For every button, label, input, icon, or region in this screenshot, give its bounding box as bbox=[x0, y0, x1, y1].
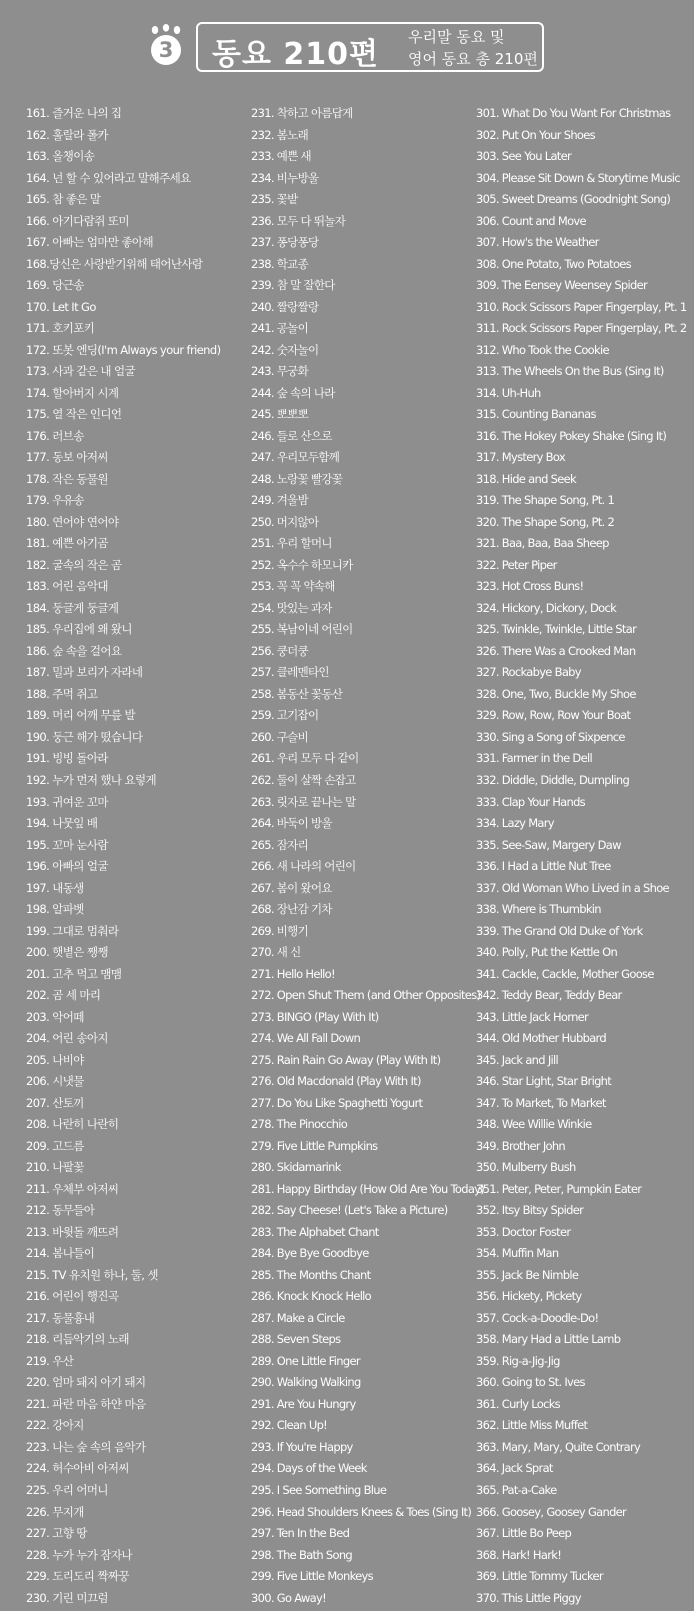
song-item: 162. 훌랄라 폴카 bbox=[26, 127, 108, 142]
song-item: 318. Hide and Seek bbox=[476, 471, 576, 486]
song-item: 365. Pat-a-Cake bbox=[476, 1483, 557, 1497]
subtitle-line-2: 영어 동요 총 210편 bbox=[408, 50, 538, 68]
song-item: 330. Sing a Song of Sixpence bbox=[476, 729, 625, 744]
song-item: 288. Seven Steps bbox=[251, 1332, 341, 1347]
song-item: 287. Make a Circle bbox=[251, 1310, 345, 1325]
song-item: 196. 아빠의 얼굴 bbox=[26, 859, 108, 874]
song-item: 263. 릿자로 끝나는 말 bbox=[251, 794, 356, 809]
song-item: 192. 누가 먼저 했나 요렇게 bbox=[26, 772, 157, 787]
page-title: 동요 210편 bbox=[212, 37, 380, 72]
song-item: 366. Goosey, Goosey Gander bbox=[476, 1504, 627, 1519]
song-item: 327. Rockabye Baby bbox=[476, 665, 581, 680]
song-item: 182. 굴속의 작은 곰 bbox=[26, 557, 122, 572]
song-item: 253. 꼭 꼭 약속해 bbox=[251, 579, 335, 594]
subtitle-line-1: 우리말 동요 및 bbox=[408, 28, 505, 46]
song-item: 290. Walking Walking bbox=[251, 1375, 361, 1390]
song-item: 340. Polly, Put the Kettle On bbox=[476, 945, 618, 960]
song-item: 218. 리듬악기의 노래 bbox=[26, 1332, 129, 1347]
song-item: 275. Rain Rain Go Away (Play With It) bbox=[251, 1052, 441, 1067]
song-item: 227. 고향 땅 bbox=[26, 1526, 87, 1541]
song-item: 329. Row, Row, Row Your Boat bbox=[476, 708, 631, 723]
song-item: 254. 맛있는 과자 bbox=[251, 600, 332, 615]
song-item: 237. 퐁당퐁당 bbox=[251, 235, 319, 250]
song-item: 268. 장난감 기차 bbox=[251, 902, 332, 917]
song-item: 313. The Wheels On the Bus (Sing It) bbox=[476, 364, 664, 379]
song-item: 358. Mary Had a Little Lamb bbox=[476, 1332, 621, 1347]
song-item: 368. Hark! Hark! bbox=[476, 1547, 562, 1562]
song-item: 210. 나팔꽃 bbox=[26, 1160, 84, 1175]
song-item: 214. 봄나들이 bbox=[26, 1246, 95, 1261]
song-item: 267. 봄이 왔어요 bbox=[251, 880, 332, 895]
song-item: 334. Lazy Mary bbox=[476, 816, 554, 831]
song-item: 169. 당근송 bbox=[26, 278, 84, 293]
song-item: 280. Skidamarink bbox=[251, 1160, 341, 1175]
song-item: 213. 바윗돌 깨뜨려 bbox=[26, 1224, 119, 1239]
song-item: 353. Doctor Foster bbox=[476, 1224, 571, 1239]
song-item: 308. One Potato, Two Potatoes bbox=[476, 256, 631, 271]
song-item: 339. The Grand Old Duke of York bbox=[476, 923, 643, 938]
song-item: 179. 우유송 bbox=[26, 493, 84, 508]
song-item: 335. See-Saw, Margery Daw bbox=[476, 837, 621, 852]
song-item: 175. 열 작은 인디언 bbox=[26, 407, 122, 422]
song-item: 357. Cock-a-Doodle-Do! bbox=[476, 1310, 599, 1325]
song-item: 315. Counting Bananas bbox=[476, 407, 596, 422]
header bbox=[0, 0, 694, 100]
song-item: 197. 내동생 bbox=[26, 880, 84, 895]
song-item: 316. The Hokey Pokey Shake (Sing It) bbox=[476, 428, 667, 443]
song-item: 245. 뽀뽀뽀 bbox=[251, 407, 308, 422]
song-item: 206. 시냇물 bbox=[26, 1074, 84, 1089]
song-item: 281. Happy Birthday (How Old Are You Today) bbox=[251, 1181, 485, 1196]
song-item: 220. 엄마 돼지 아기 돼지 bbox=[26, 1375, 146, 1390]
song-item: 342. Teddy Bear, Teddy Bear bbox=[476, 988, 622, 1003]
song-item: 276. Old Macdonald (Play With It) bbox=[251, 1074, 421, 1089]
badge-number: 3 bbox=[158, 38, 174, 62]
song-item: 241. 공놀이 bbox=[251, 321, 308, 336]
song-item: 185. 우리집에 왜 왔니 bbox=[26, 622, 132, 637]
song-item: 260. 구슬비 bbox=[251, 729, 308, 744]
song-item: 262. 둘이 살짝 손잡고 bbox=[251, 772, 356, 787]
song-item: 320. The Shape Song, Pt. 2 bbox=[476, 514, 615, 529]
song-item: 193. 귀여운 꼬마 bbox=[26, 794, 108, 809]
song-item: 293. If You're Happy bbox=[251, 1439, 353, 1454]
song-item: 176. 러브송 bbox=[26, 428, 84, 443]
song-item: 238. 학교종 bbox=[251, 256, 308, 271]
song-list-column-3 bbox=[476, 103, 689, 1609]
song-item: 256. 쿵더쿵 bbox=[251, 643, 308, 658]
song-item: 303. See You Later bbox=[476, 149, 572, 164]
song-item: 356. Hickety, Pickety bbox=[476, 1289, 582, 1304]
song-item: 355. Jack Be Nimble bbox=[476, 1267, 579, 1282]
song-item: 166. 아기다람쥐 또미 bbox=[26, 213, 129, 228]
song-item: 314. Uh-Huh bbox=[476, 385, 541, 400]
song-item: 211. 우체부 아저씨 bbox=[26, 1181, 119, 1196]
song-item: 217. 동물흉내 bbox=[26, 1310, 95, 1325]
song-item: 359. Rig-a-Jig-Jig bbox=[476, 1353, 560, 1368]
song-item: 299. Five Little Monkeys bbox=[251, 1569, 373, 1584]
song-list-column-1 bbox=[26, 103, 231, 1609]
song-item: 177. 동보 아저씨 bbox=[26, 450, 108, 465]
song-item: 291. Are You Hungry bbox=[251, 1396, 356, 1411]
song-item: 310. Rock Scissors Paper Fingerplay, Pt. 1 bbox=[476, 299, 687, 314]
song-item: 215. TV 유치원 하나, 둘, 셋 bbox=[26, 1267, 158, 1282]
song-item: 312. Who Took the Cookie bbox=[476, 342, 609, 357]
song-item: 349. Brother John bbox=[476, 1138, 566, 1153]
song-item: 195. 꼬마 눈사람 bbox=[26, 837, 108, 852]
song-item: 370. This Little Piggy bbox=[476, 1590, 581, 1605]
song-item: 302. Put On Your Shoes bbox=[476, 127, 595, 142]
song-item: 183. 어린 음악대 bbox=[26, 579, 108, 594]
song-item: 224. 허수아비 아저씨 bbox=[26, 1461, 129, 1476]
song-item: 240. 짤랑짤랑 bbox=[251, 299, 319, 314]
song-item: 202. 곰 세 마리 bbox=[26, 988, 101, 1003]
song-item: 361. Curly Locks bbox=[476, 1396, 560, 1411]
title-subtitle bbox=[408, 26, 542, 70]
song-item: 203. 악어떼 bbox=[26, 1009, 84, 1024]
song-list-column-2 bbox=[251, 103, 485, 1609]
song-item: 319. The Shape Song, Pt. 1 bbox=[476, 493, 615, 508]
song-item: 305. Sweet Dreams (Goodnight Song) bbox=[476, 192, 671, 207]
song-item: 161. 즐거운 나의 집 bbox=[26, 106, 122, 120]
song-item: 354. Muffin Man bbox=[476, 1246, 559, 1261]
song-item: 321. Baa, Baa, Baa Sheep bbox=[476, 536, 609, 551]
song-item: 252. 옥수수 하모니카 bbox=[251, 557, 353, 572]
song-item: 205. 나비야 bbox=[26, 1052, 84, 1067]
song-item: 247. 우리모두함께 bbox=[251, 450, 340, 465]
paw-number-icon bbox=[146, 24, 186, 68]
song-item: 171. 호키포키 bbox=[26, 321, 95, 336]
song-item: 200. 햇볕은 쨍쨍 bbox=[26, 945, 108, 960]
song-item: 208. 나란히 나란히 bbox=[26, 1117, 119, 1132]
title-box bbox=[196, 22, 544, 72]
song-item: 233. 예쁜 새 bbox=[251, 149, 311, 164]
song-item: 338. Where is Thumbkin bbox=[476, 902, 601, 917]
song-item: 239. 참 말 잘한다 bbox=[251, 278, 335, 293]
song-item: 323. Hot Cross Buns! bbox=[476, 579, 584, 594]
song-item: 168.당신은 사랑받기위해 태어난사람 bbox=[26, 256, 203, 271]
song-item: 272. Open Shut Them (and Other Opposites) bbox=[251, 988, 481, 1003]
song-item: 181. 예쁜 아기곰 bbox=[26, 536, 108, 551]
song-item: 273. BINGO (Play With It) bbox=[251, 1009, 379, 1024]
song-item: 165. 참 좋은 말 bbox=[26, 192, 101, 207]
song-item: 298. The Bath Song bbox=[251, 1547, 353, 1562]
song-item: 333. Clap Your Hands bbox=[476, 794, 585, 809]
song-item: 346. Star Light, Star Bright bbox=[476, 1074, 612, 1089]
song-item: 235. 꽃밭 bbox=[251, 192, 298, 207]
song-item: 189. 머리 어깨 무릎 발 bbox=[26, 708, 135, 723]
song-item: 242. 숫자놀이 bbox=[251, 342, 319, 357]
song-item: 223. 나는 숲 속의 음악가 bbox=[26, 1439, 146, 1454]
song-item: 174. 할아버지 시계 bbox=[26, 385, 119, 400]
song-item: 234. 비누방울 bbox=[251, 170, 319, 185]
song-item: 199. 그대로 멈춰라 bbox=[26, 923, 119, 938]
song-item: 343. Little Jack Horner bbox=[476, 1009, 589, 1024]
song-item: 167. 아빠는 엄마만 좋아해 bbox=[26, 235, 153, 250]
song-item: 180. 연어야 연어야 bbox=[26, 514, 119, 529]
song-item: 249. 겨울밤 bbox=[251, 493, 308, 508]
song-item: 257. 클레멘타인 bbox=[251, 665, 329, 680]
song-item: 194. 나뭇잎 배 bbox=[26, 816, 98, 831]
song-item: 292. Clean Up! bbox=[251, 1418, 328, 1433]
song-item: 229. 도리도리 짝짜꿍 bbox=[26, 1569, 129, 1584]
song-item: 230. 기린 미끄럼 bbox=[26, 1590, 108, 1605]
song-item: 347. To Market, To Market bbox=[476, 1095, 606, 1110]
song-item: 244. 숲 속의 나라 bbox=[251, 385, 335, 400]
song-item: 170. Let It Go bbox=[26, 299, 96, 314]
song-item: 186. 숲 속을 걸어요 bbox=[26, 643, 122, 658]
song-item: 201. 고추 먹고 맴맴 bbox=[26, 966, 122, 981]
song-item: 274. We All Fall Down bbox=[251, 1031, 361, 1046]
song-item: 322. Peter Piper bbox=[476, 557, 557, 572]
song-item: 265. 잠자리 bbox=[251, 837, 308, 852]
song-item: 191. 빙빙 돌아라 bbox=[26, 751, 108, 766]
song-item: 283. The Alphabet Chant bbox=[251, 1224, 379, 1239]
song-item: 222. 강아지 bbox=[26, 1418, 84, 1433]
song-item: 259. 고기잡이 bbox=[251, 708, 319, 723]
song-item: 304. Please Sit Down & Storytime Music bbox=[476, 170, 680, 185]
song-item: 219. 우산 bbox=[26, 1353, 74, 1368]
song-item: 216. 어린이 행진곡 bbox=[26, 1289, 119, 1304]
song-item: 369. Little Tommy Tucker bbox=[476, 1569, 603, 1584]
song-item: 255. 복남이네 어린이 bbox=[251, 622, 353, 637]
song-item: 225. 우리 어머니 bbox=[26, 1483, 108, 1497]
song-item: 231. 착하고 아름답게 bbox=[251, 106, 353, 120]
song-item: 289. One Little Finger bbox=[251, 1353, 360, 1368]
song-item: 226. 무지개 bbox=[26, 1504, 84, 1519]
song-item: 367. Little Bo Peep bbox=[476, 1526, 572, 1541]
song-item: 336. I Had a Little Nut Tree bbox=[476, 859, 611, 874]
song-item: 198. 알파벳 bbox=[26, 902, 84, 917]
song-item: 184. 둥글게 둥글게 bbox=[26, 600, 119, 615]
song-item: 236. 모두 다 뛰놀자 bbox=[251, 213, 346, 228]
song-item: 209. 고드름 bbox=[26, 1138, 84, 1153]
song-item: 279. Five Little Pumpkins bbox=[251, 1138, 378, 1153]
song-item: 248. 노랑꽃 빨강꽃 bbox=[251, 471, 343, 486]
song-item: 325. Twinkle, Twinkle, Little Star bbox=[476, 622, 637, 637]
song-item: 332. Diddle, Diddle, Dumpling bbox=[476, 772, 630, 787]
song-item: 309. The Eensey Weensey Spider bbox=[476, 278, 648, 293]
song-item: 172. 또봇 엔딩(I'm Always your friend) bbox=[26, 342, 221, 357]
song-item: 212. 동무들아 bbox=[26, 1203, 95, 1218]
song-item: 188. 주먹 쥐고 bbox=[26, 686, 98, 701]
song-item: 324. Hickory, Dickory, Dock bbox=[476, 600, 617, 615]
song-item: 221. 파란 마음 하얀 마음 bbox=[26, 1396, 146, 1411]
song-item: 311. Rock Scissors Paper Fingerplay, Pt. 2 bbox=[476, 321, 687, 336]
song-item: 328. One, Two, Buckle My Shoe bbox=[476, 686, 636, 701]
song-item: 271. Hello Hello! bbox=[251, 966, 335, 981]
song-item: 277. Do You Like Spaghetti Yogurt bbox=[251, 1095, 423, 1110]
song-item: 326. There Was a Crooked Man bbox=[476, 643, 636, 658]
song-item: 362. Little Miss Muffet bbox=[476, 1418, 588, 1433]
song-item: 297. Ten In the Bed bbox=[251, 1526, 350, 1541]
song-item: 282. Say Cheese! (Let's Take a Picture) bbox=[251, 1203, 448, 1218]
song-item: 295. I See Something Blue bbox=[251, 1483, 387, 1497]
song-item: 301. What Do You Want For Christmas bbox=[476, 106, 671, 120]
song-item: 163. 올챙이송 bbox=[26, 149, 95, 164]
song-item: 164. 넌 할 수 있어라고 말해주세요 bbox=[26, 170, 191, 185]
song-item: 294. Days of the Week bbox=[251, 1461, 367, 1476]
song-item: 341. Cackle, Cackle, Mother Goose bbox=[476, 966, 654, 981]
song-item: 351. Peter, Peter, Pumpkin Eater bbox=[476, 1181, 642, 1196]
song-item: 232. 봄노래 bbox=[251, 127, 308, 142]
song-item: 350. Mulberry Bush bbox=[476, 1160, 576, 1175]
song-item: 352. Itsy Bitsy Spider bbox=[476, 1203, 584, 1218]
song-item: 344. Old Mother Hubbard bbox=[476, 1031, 606, 1046]
song-item: 364. Jack Sprat bbox=[476, 1461, 553, 1476]
song-item: 228. 누가 누가 잠자나 bbox=[26, 1547, 132, 1562]
song-item: 173. 사과 같은 내 얼굴 bbox=[26, 364, 135, 379]
song-item: 190. 둥근 해가 떴습니다 bbox=[26, 729, 143, 744]
song-item: 300. Go Away! bbox=[251, 1590, 327, 1605]
song-item: 307. How's the Weather bbox=[476, 235, 599, 250]
song-item: 345. Jack and Jill bbox=[476, 1052, 559, 1067]
song-item: 207. 산토끼 bbox=[26, 1095, 84, 1110]
song-item: 296. Head Shoulders Knees & Toes (Sing It) bbox=[251, 1504, 472, 1519]
song-item: 178. 작은 동물원 bbox=[26, 471, 108, 486]
song-item: 243. 무궁화 bbox=[251, 364, 308, 379]
song-item: 285. The Months Chant bbox=[251, 1267, 371, 1282]
song-item: 337. Old Woman Who Lived in a Shoe bbox=[476, 880, 669, 895]
song-item: 306. Count and Move bbox=[476, 213, 586, 228]
song-item: 270. 새 신 bbox=[251, 945, 301, 960]
song-item: 286. Knock Knock Hello bbox=[251, 1289, 372, 1304]
song-item: 269. 비행기 bbox=[251, 923, 308, 938]
song-item: 261. 우리 모두 다 같이 bbox=[251, 751, 359, 766]
song-item: 331. Farmer in the Dell bbox=[476, 751, 592, 766]
song-item: 284. Bye Bye Goodbye bbox=[251, 1246, 369, 1261]
song-item: 266. 새 나라의 어린이 bbox=[251, 859, 356, 874]
song-item: 278. The Pinocchio bbox=[251, 1117, 348, 1132]
song-item: 363. Mary, Mary, Quite Contrary bbox=[476, 1439, 641, 1454]
song-item: 264. 바둑이 방울 bbox=[251, 816, 332, 831]
song-item: 250. 머지않아 bbox=[251, 514, 319, 529]
song-item: 317. Mystery Box bbox=[476, 450, 565, 465]
song-item: 187. 밀과 보리가 자라네 bbox=[26, 665, 143, 680]
song-item: 360. Going to St. Ives bbox=[476, 1375, 585, 1390]
song-item: 251. 우리 할머니 bbox=[251, 536, 332, 551]
song-item: 258. 봄동산 꽃동산 bbox=[251, 686, 343, 701]
song-item: 348. Wee Willie Winkie bbox=[476, 1117, 592, 1132]
song-item: 246. 들로 산으로 bbox=[251, 428, 332, 443]
song-item: 204. 어린 송아지 bbox=[26, 1031, 108, 1046]
